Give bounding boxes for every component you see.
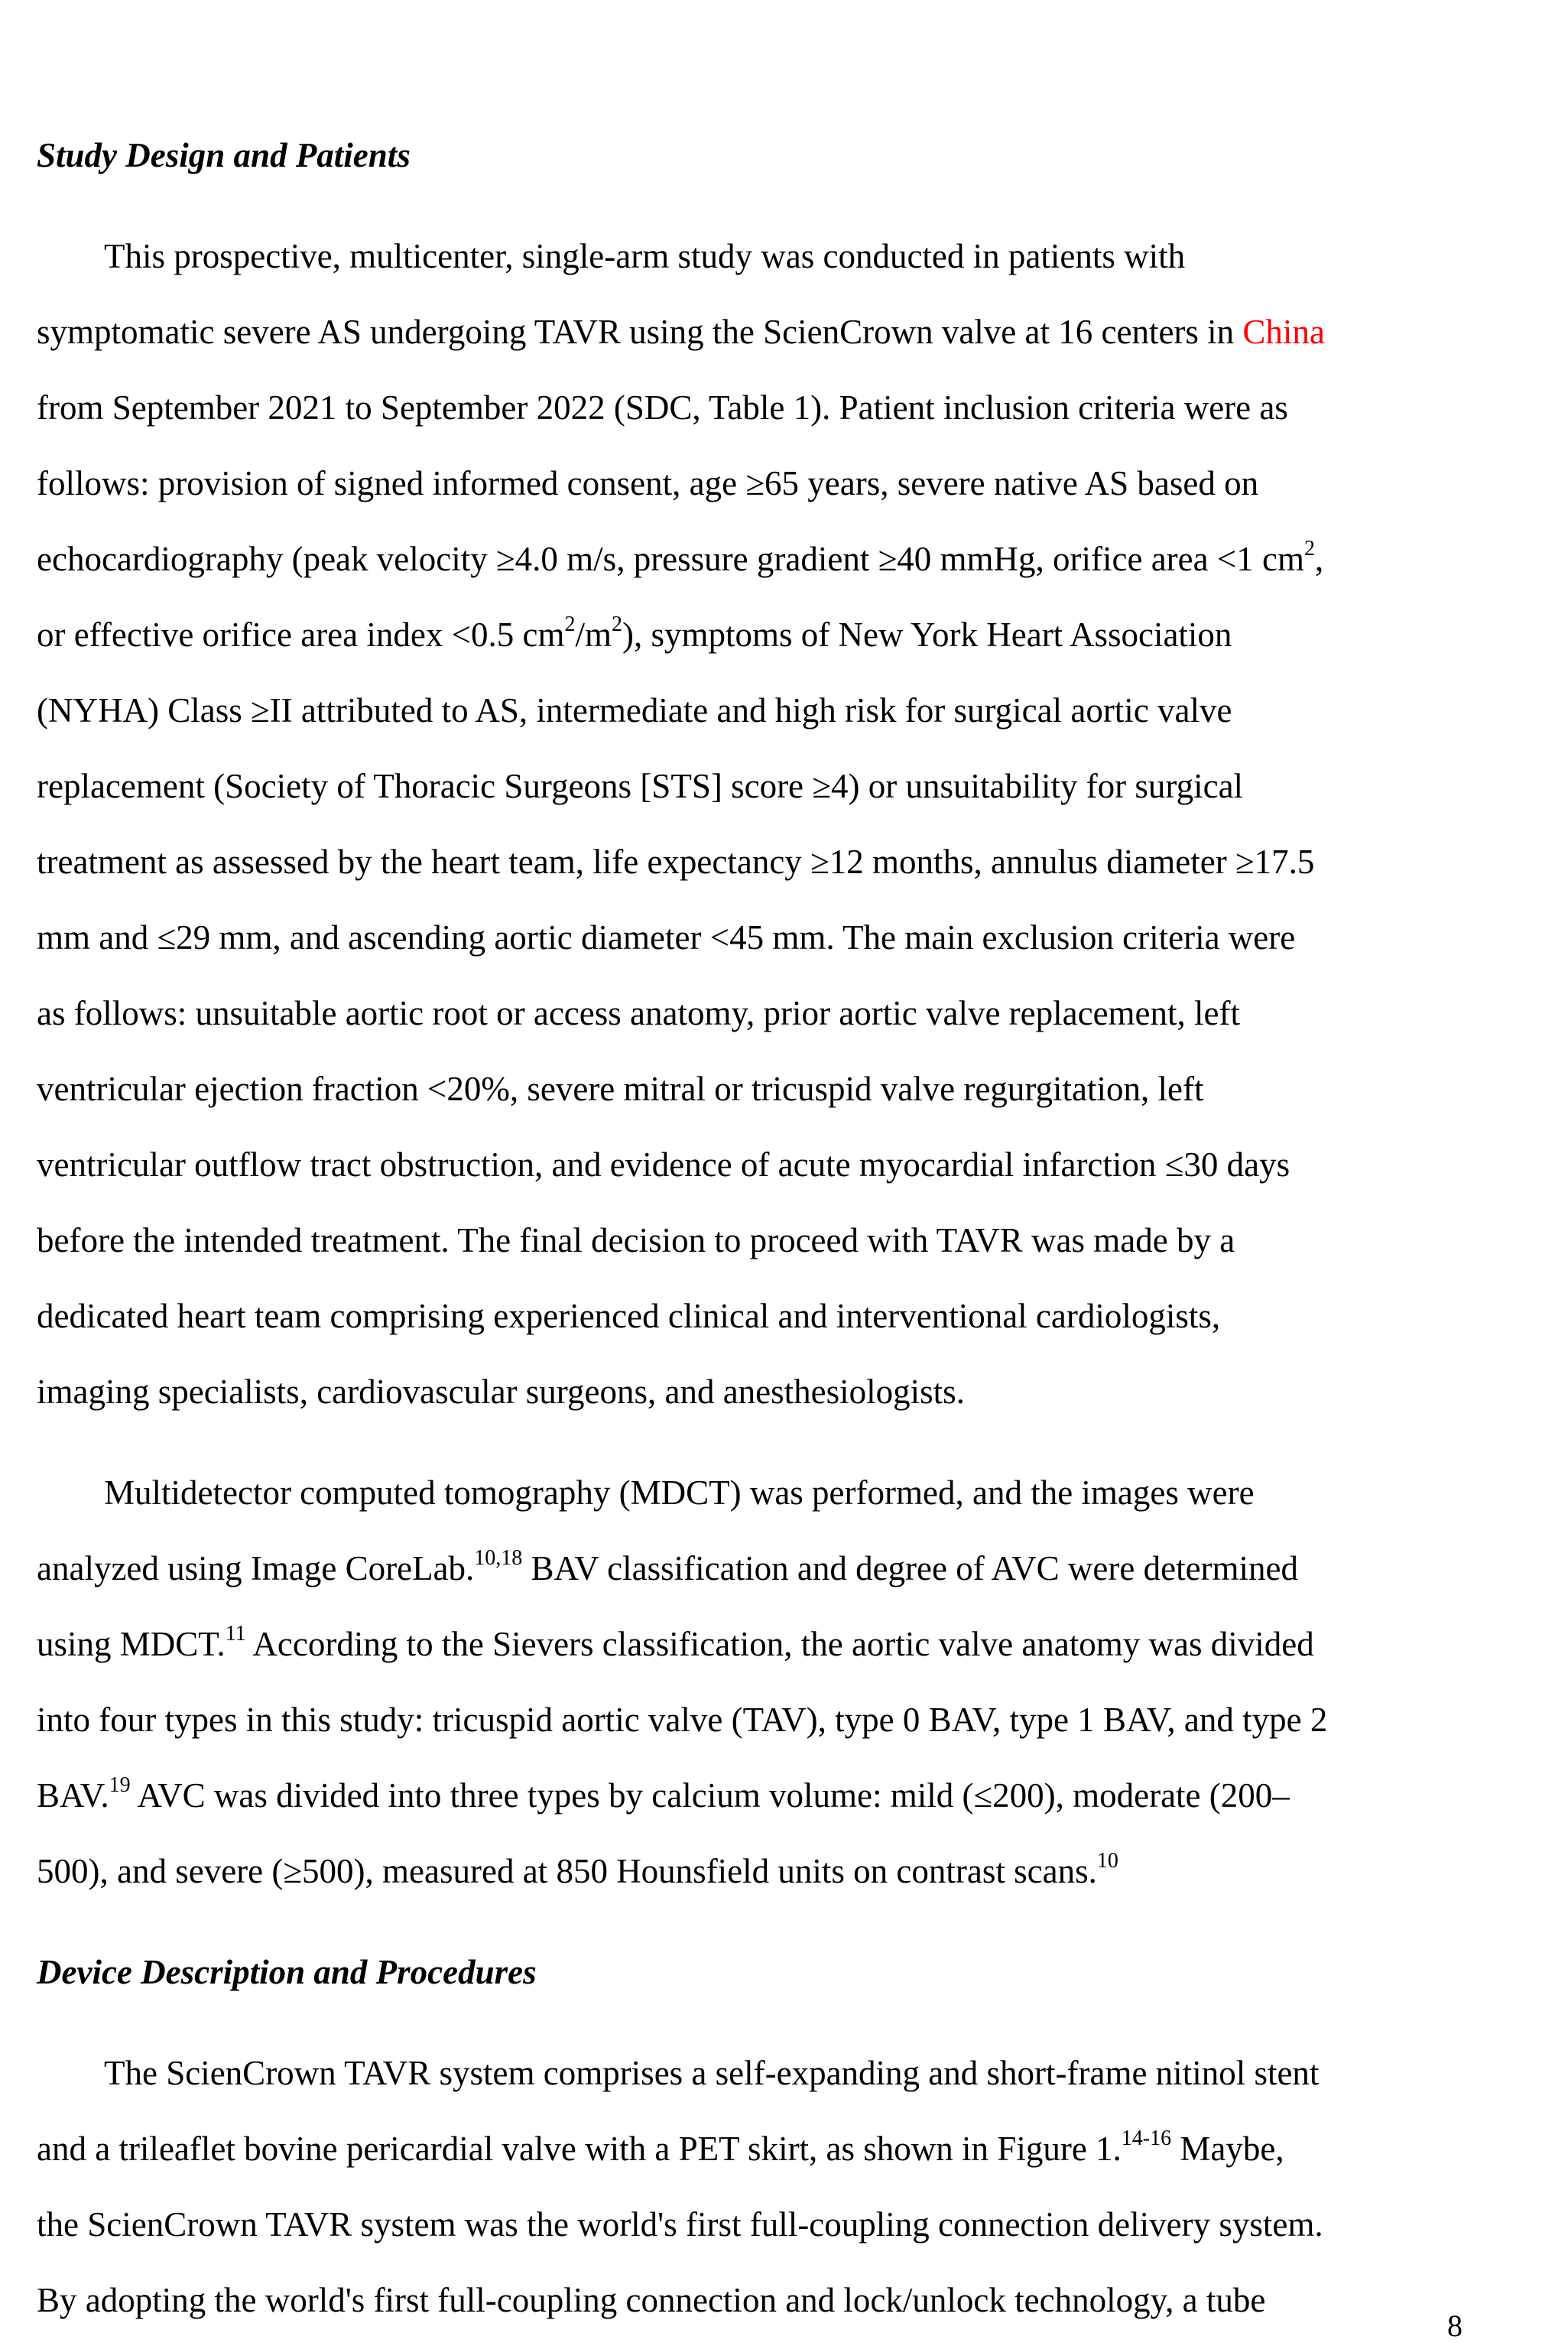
text-run: ,	[1314, 540, 1324, 578]
text-line: (NYHA) Class ≥II attributed to AS, intermediate and high risk for surgical aortic valve	[37, 691, 1232, 729]
text-run: using MDCT.	[37, 1625, 226, 1663]
text-line: By adopting the world's first full-coupling connection and lock/unlock technology, a tube	[37, 2281, 1266, 2319]
page-number: 8	[1447, 2309, 1462, 2343]
text-line: from September 2021 to September 2022 (SDC, Table 1). Patient inclusion criteria were as	[37, 388, 1288, 427]
text-run: BAV classification and degree of AVC were determined	[522, 1549, 1299, 1587]
section-heading-study-design: Study Design and Patients	[37, 136, 411, 174]
citation-superscript: 11	[225, 1622, 246, 1646]
text-line: ventricular ejection fraction <20%, severe mitral or tricuspid valve regurgitation, left	[37, 1070, 1204, 1108]
text-line: The ScienCrown TAVR system comprises a self-expanding and short-frame nitinol stent	[104, 2054, 1320, 2092]
text-line: ventricular outflow tract obstruction, and evidence of acute myocardial infarction ≤30 days	[37, 1145, 1290, 1184]
citation-superscript: 10	[1096, 1849, 1118, 1873]
text-line: follows: provision of signed informed consent, age ≥65 years, severe native AS based on	[37, 464, 1259, 502]
text-line: This prospective, multicenter, single-arm study was conducted in patients with	[104, 237, 1186, 275]
text-run: /m	[575, 616, 612, 654]
text-line	[37, 539, 1323, 579]
text-line	[37, 1773, 1290, 1815]
superscript: 2	[1303, 537, 1315, 561]
text-line	[37, 1851, 1118, 1891]
citation-superscript: 19	[109, 1773, 131, 1797]
text-line: Multidetector computed tomography (MDCT) was performed, and the images were	[104, 1474, 1255, 1512]
text-run: BAV.	[37, 1776, 109, 1815]
text-line	[37, 1624, 1314, 1664]
section-heading-device-description: Device Description and Procedures	[37, 1953, 537, 1991]
text-line	[37, 612, 1232, 655]
text-line	[37, 1548, 1298, 1588]
text-line: as follows: unsuitable aortic root or access anatomy, prior aortic valve replacement, left	[37, 994, 1240, 1032]
superscript: 2	[564, 612, 576, 636]
text-line: treatment as assessed by the heart team, life expectancy ≥12 months, annulus diameter ≥17.5	[37, 843, 1315, 881]
text-line	[37, 2129, 1284, 2169]
text-line: before the intended treatment. The final decision to proceed with TAVR was made by a	[37, 1221, 1235, 1259]
text-run: AVC was divided into three types by calcium volume: mild (≤200), moderate (200–	[130, 1776, 1290, 1815]
text-line	[37, 312, 1325, 352]
superscript: 2	[611, 612, 622, 636]
citation-superscript: 10,18	[474, 1546, 523, 1570]
text-line: mm and ≤29 mm, and ascending aortic diameter <45 mm. The main exclusion criteria were	[37, 918, 1296, 957]
text-run: analyzed using Image CoreLab.	[37, 1549, 475, 1587]
text-run: According to the Sievers classification, the aortic valve anatomy was divided	[245, 1625, 1314, 1663]
highlighted-word-china: China	[1242, 313, 1325, 351]
text-run: symptomatic severe AS undergoing TAVR using the ScienCrown valve at 16 centers in	[37, 313, 1243, 351]
text-run: ), symptoms of New York Heart Association	[622, 616, 1232, 654]
text-run: echocardiography (peak velocity ≥4.0 m/s, pressure gradient ≥40 mmHg, orifice area <1 cm	[37, 540, 1304, 578]
text-line: imaging specialists, cardiovascular surgeons, and anesthesiologists.	[37, 1373, 965, 1411]
text-run: and a trileaflet bovine pericardial valve with a PET skirt, as shown in Figure 1.	[37, 2130, 1122, 2168]
text-run: 500), and severe (≥500), measured at 850 Hounsfield units on contrast scans.	[37, 1852, 1097, 1890]
text-run: or effective orifice area index <0.5 cm	[37, 616, 565, 654]
text-run: Maybe,	[1171, 2130, 1284, 2168]
text-line: dedicated heart team comprising experienced clinical and interventional cardiologists,	[37, 1297, 1221, 1335]
text-line: into four types in this study: tricuspid aortic valve (TAV), type 0 BAV, type 1 BAV, and type 2	[37, 1701, 1328, 1739]
citation-superscript: 14-16	[1121, 2127, 1172, 2150]
text-line: replacement (Society of Thoracic Surgeons [STS] score ≥4) or unsuitability for surgical	[37, 767, 1244, 805]
text-line: the ScienCrown TAVR system was the world's first full-coupling connection delivery system.	[37, 2205, 1323, 2244]
